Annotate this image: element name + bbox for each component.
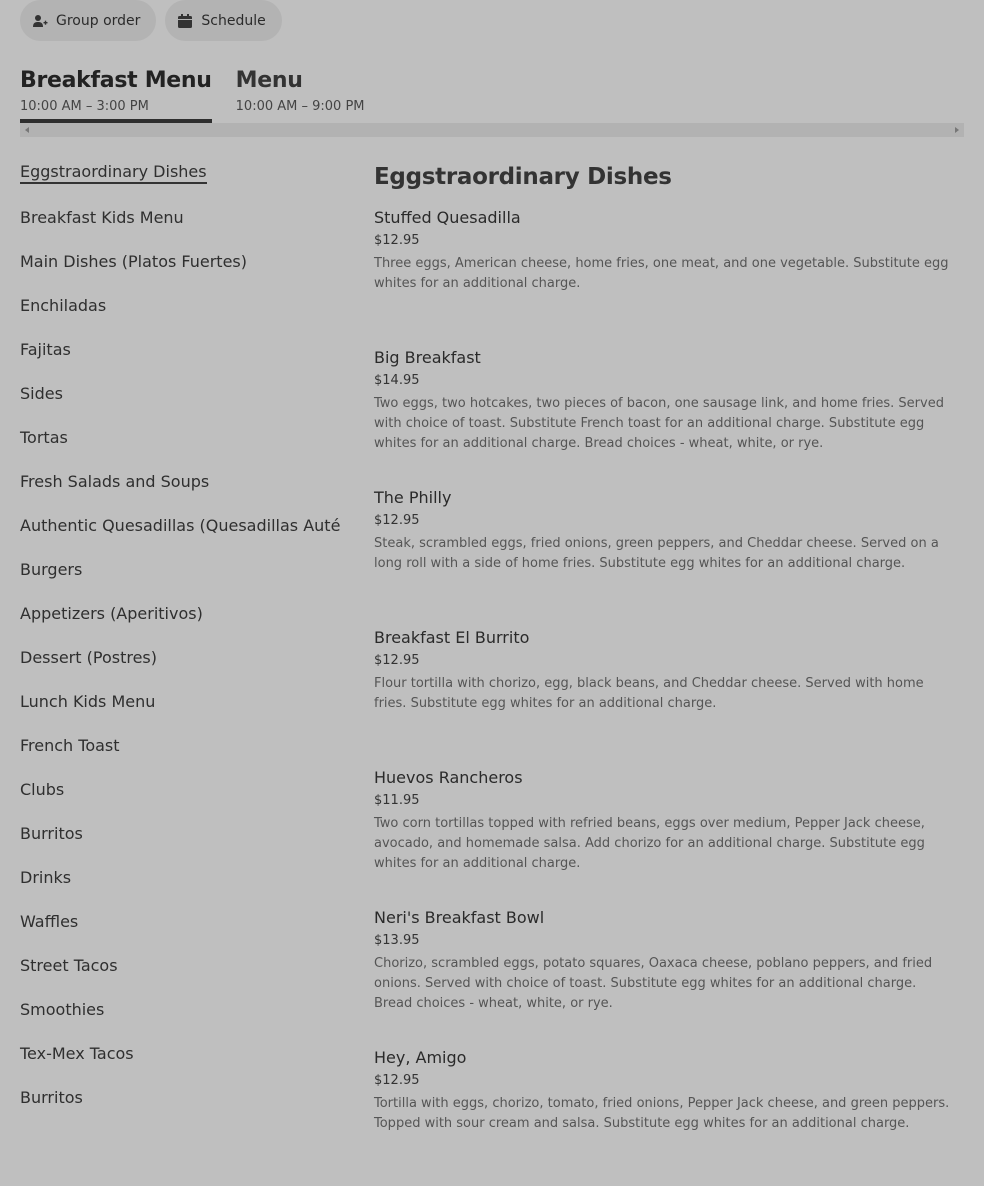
item-price: $12.95 [374, 653, 420, 668]
calendar-icon [177, 13, 193, 29]
sidebar-item-label: Drinks [20, 868, 72, 887]
menu-item[interactable] [374, 1046, 958, 1186]
group-order-button[interactable] [20, 0, 156, 41]
item-description: Three eggs, American cheese, home fries, one meat, and one vegetable. Substitute egg whites for an additional charge. [374, 256, 949, 291]
group-order-label: Group order [56, 12, 141, 29]
sidebar-item-label: Eggstraordinary Dishes [20, 162, 207, 184]
scroll-left-icon[interactable] [25, 127, 29, 133]
sidebar-item-dessert[interactable] [20, 646, 350, 690]
menu-item[interactable] [374, 906, 958, 1046]
sidebar-item-smoothies[interactable] [20, 998, 350, 1042]
sidebar-item-label: Main Dishes (Platos Fuertes) [20, 252, 247, 271]
item-price: $13.95 [374, 933, 420, 948]
top-action-buttons [20, 0, 282, 41]
tab-breakfast-menu[interactable] [20, 66, 212, 124]
sidebar-item-street-tacos[interactable] [20, 954, 350, 998]
item-name: Hey, Amigo [374, 1048, 467, 1067]
menu-section [374, 162, 958, 1186]
sidebar-item-label: Burritos [20, 824, 83, 843]
menu-item[interactable] [374, 766, 958, 906]
sidebar-item-label: Waffles [20, 912, 79, 931]
tab-hours: 10:00 AM – 3:00 PM [20, 99, 149, 114]
sidebar-item-label: Clubs [20, 780, 65, 799]
sidebar-item-label: Burgers [20, 560, 83, 579]
tab-menu[interactable] [236, 66, 365, 124]
sidebar-item-label: Fresh Salads and Soups [20, 472, 210, 491]
item-name: Big Breakfast [374, 348, 481, 367]
item-description: Flour tortilla with chorizo, egg, black beans, and Cheddar cheese. Served with home fries. Substitute egg whites for an additional charge. [374, 676, 924, 711]
scroll-right-icon[interactable] [955, 127, 959, 133]
item-price: $12.95 [374, 513, 420, 528]
sidebar-item-label: Smoothies [20, 1000, 105, 1019]
item-description: Two eggs, two hotcakes, two pieces of bacon, one sausage link, and home fries. Served with choice of toast. Substitute French toast for an additional charge. Substitute egg whites for an additional charge. Bread choices - wheat, white, or rye. [374, 396, 944, 451]
sidebar-item-tex-mex-tacos[interactable] [20, 1042, 350, 1086]
sidebar-item-label: Dessert (Postres) [20, 648, 157, 667]
item-description: Tortilla with eggs, chorizo, tomato, fried onions, Pepper Jack cheese, and green peppers. Topped with sour cream and salsa. Substitute egg whites for an additional charge. [374, 1096, 950, 1131]
sidebar-item-label: Appetizers (Aperitivos) [20, 604, 203, 623]
sidebar-item-label: Tex-Mex Tacos [20, 1044, 134, 1063]
item-price: $12.95 [374, 1073, 420, 1088]
horizontal-scrollbar[interactable] [20, 123, 964, 137]
item-name: Stuffed Quesadilla [374, 208, 521, 227]
category-sidebar [20, 160, 350, 1130]
item-description: Steak, scrambled eggs, fried onions, green peppers, and Cheddar cheese. Served on a long roll with a side of home fries. Substitute egg whites for an additional charge. [374, 536, 939, 571]
menu-item[interactable] [374, 626, 958, 766]
sidebar-item-breakfast-kids-menu[interactable] [20, 206, 350, 250]
menu-item[interactable] [374, 486, 958, 626]
sidebar-item-label: Enchiladas [20, 296, 107, 315]
item-name: Neri's Breakfast Bowl [374, 908, 545, 927]
sidebar-item-clubs[interactable] [20, 778, 350, 822]
tab-hours: 10:00 AM – 9:00 PM [235, 99, 365, 114]
sidebar-item-fajitas[interactable] [20, 338, 350, 382]
sidebar-item-label: Tortas [20, 428, 68, 447]
sidebar-item-eggstraordinary-dishes[interactable] [20, 160, 350, 206]
menu-item[interactable] [374, 206, 958, 346]
menu-tabs [20, 66, 365, 124]
sidebar-item-fresh-salads-and-soups[interactable] [20, 470, 350, 514]
sidebar-item-french-toast[interactable] [20, 734, 350, 778]
item-price: $11.95 [374, 793, 420, 808]
sidebar-item-drinks[interactable] [20, 866, 350, 910]
schedule-label: Schedule [201, 12, 266, 29]
sidebar-item-tortas[interactable] [20, 426, 350, 470]
sidebar-item-enchiladas[interactable] [20, 294, 350, 338]
sidebar-item-burritos-2[interactable] [20, 1086, 350, 1130]
item-price: $12.95 [374, 233, 420, 248]
item-name: Huevos Rancheros [374, 768, 523, 787]
section-title: Eggstraordinary Dishes [374, 164, 672, 190]
sidebar-item-sides[interactable] [20, 382, 350, 426]
item-description: Two corn tortillas topped with refried beans, eggs over medium, Pepper Jack cheese, avocado, and homemade salsa. Add chorizo for an additional charge. Substitute egg whites for an additional charge. [374, 816, 925, 871]
item-price: $14.95 [374, 373, 420, 388]
sidebar-item-label: Burritos [20, 1088, 83, 1107]
sidebar-item-lunch-kids-menu[interactable] [20, 690, 350, 734]
schedule-button[interactable] [165, 0, 281, 41]
sidebar-item-burritos[interactable] [20, 822, 350, 866]
tab-title: Menu [235, 68, 303, 93]
item-name: The Philly [374, 488, 452, 507]
tab-title: Breakfast Menu [20, 68, 212, 93]
sidebar-item-label: Street Tacos [20, 956, 118, 975]
sidebar-item-waffles[interactable] [20, 910, 350, 954]
sidebar-item-authentic-quesadillas[interactable] [20, 514, 350, 558]
sidebar-item-label: Authentic Quesadillas (Quesadillas Auté [20, 516, 341, 535]
item-description: Chorizo, scrambled eggs, potato squares, Oaxaca cheese, poblano peppers, and fried onions. Served with choice of toast. Substitute egg whites for an additional charge. Bread choices - wheat, white, or rye. [374, 956, 933, 1011]
sidebar-item-label: French Toast [20, 736, 120, 755]
item-name: Breakfast El Burrito [374, 628, 530, 647]
sidebar-item-main-dishes[interactable] [20, 250, 350, 294]
add-person-icon [32, 13, 48, 29]
sidebar-item-label: Breakfast Kids Menu [20, 208, 184, 227]
sidebar-item-appetizers[interactable] [20, 602, 350, 646]
sidebar-item-label: Fajitas [20, 340, 71, 359]
sidebar-item-label: Sides [20, 384, 63, 403]
sidebar-item-label: Lunch Kids Menu [20, 692, 156, 711]
menu-item[interactable] [374, 346, 958, 486]
sidebar-item-burgers[interactable] [20, 558, 350, 602]
